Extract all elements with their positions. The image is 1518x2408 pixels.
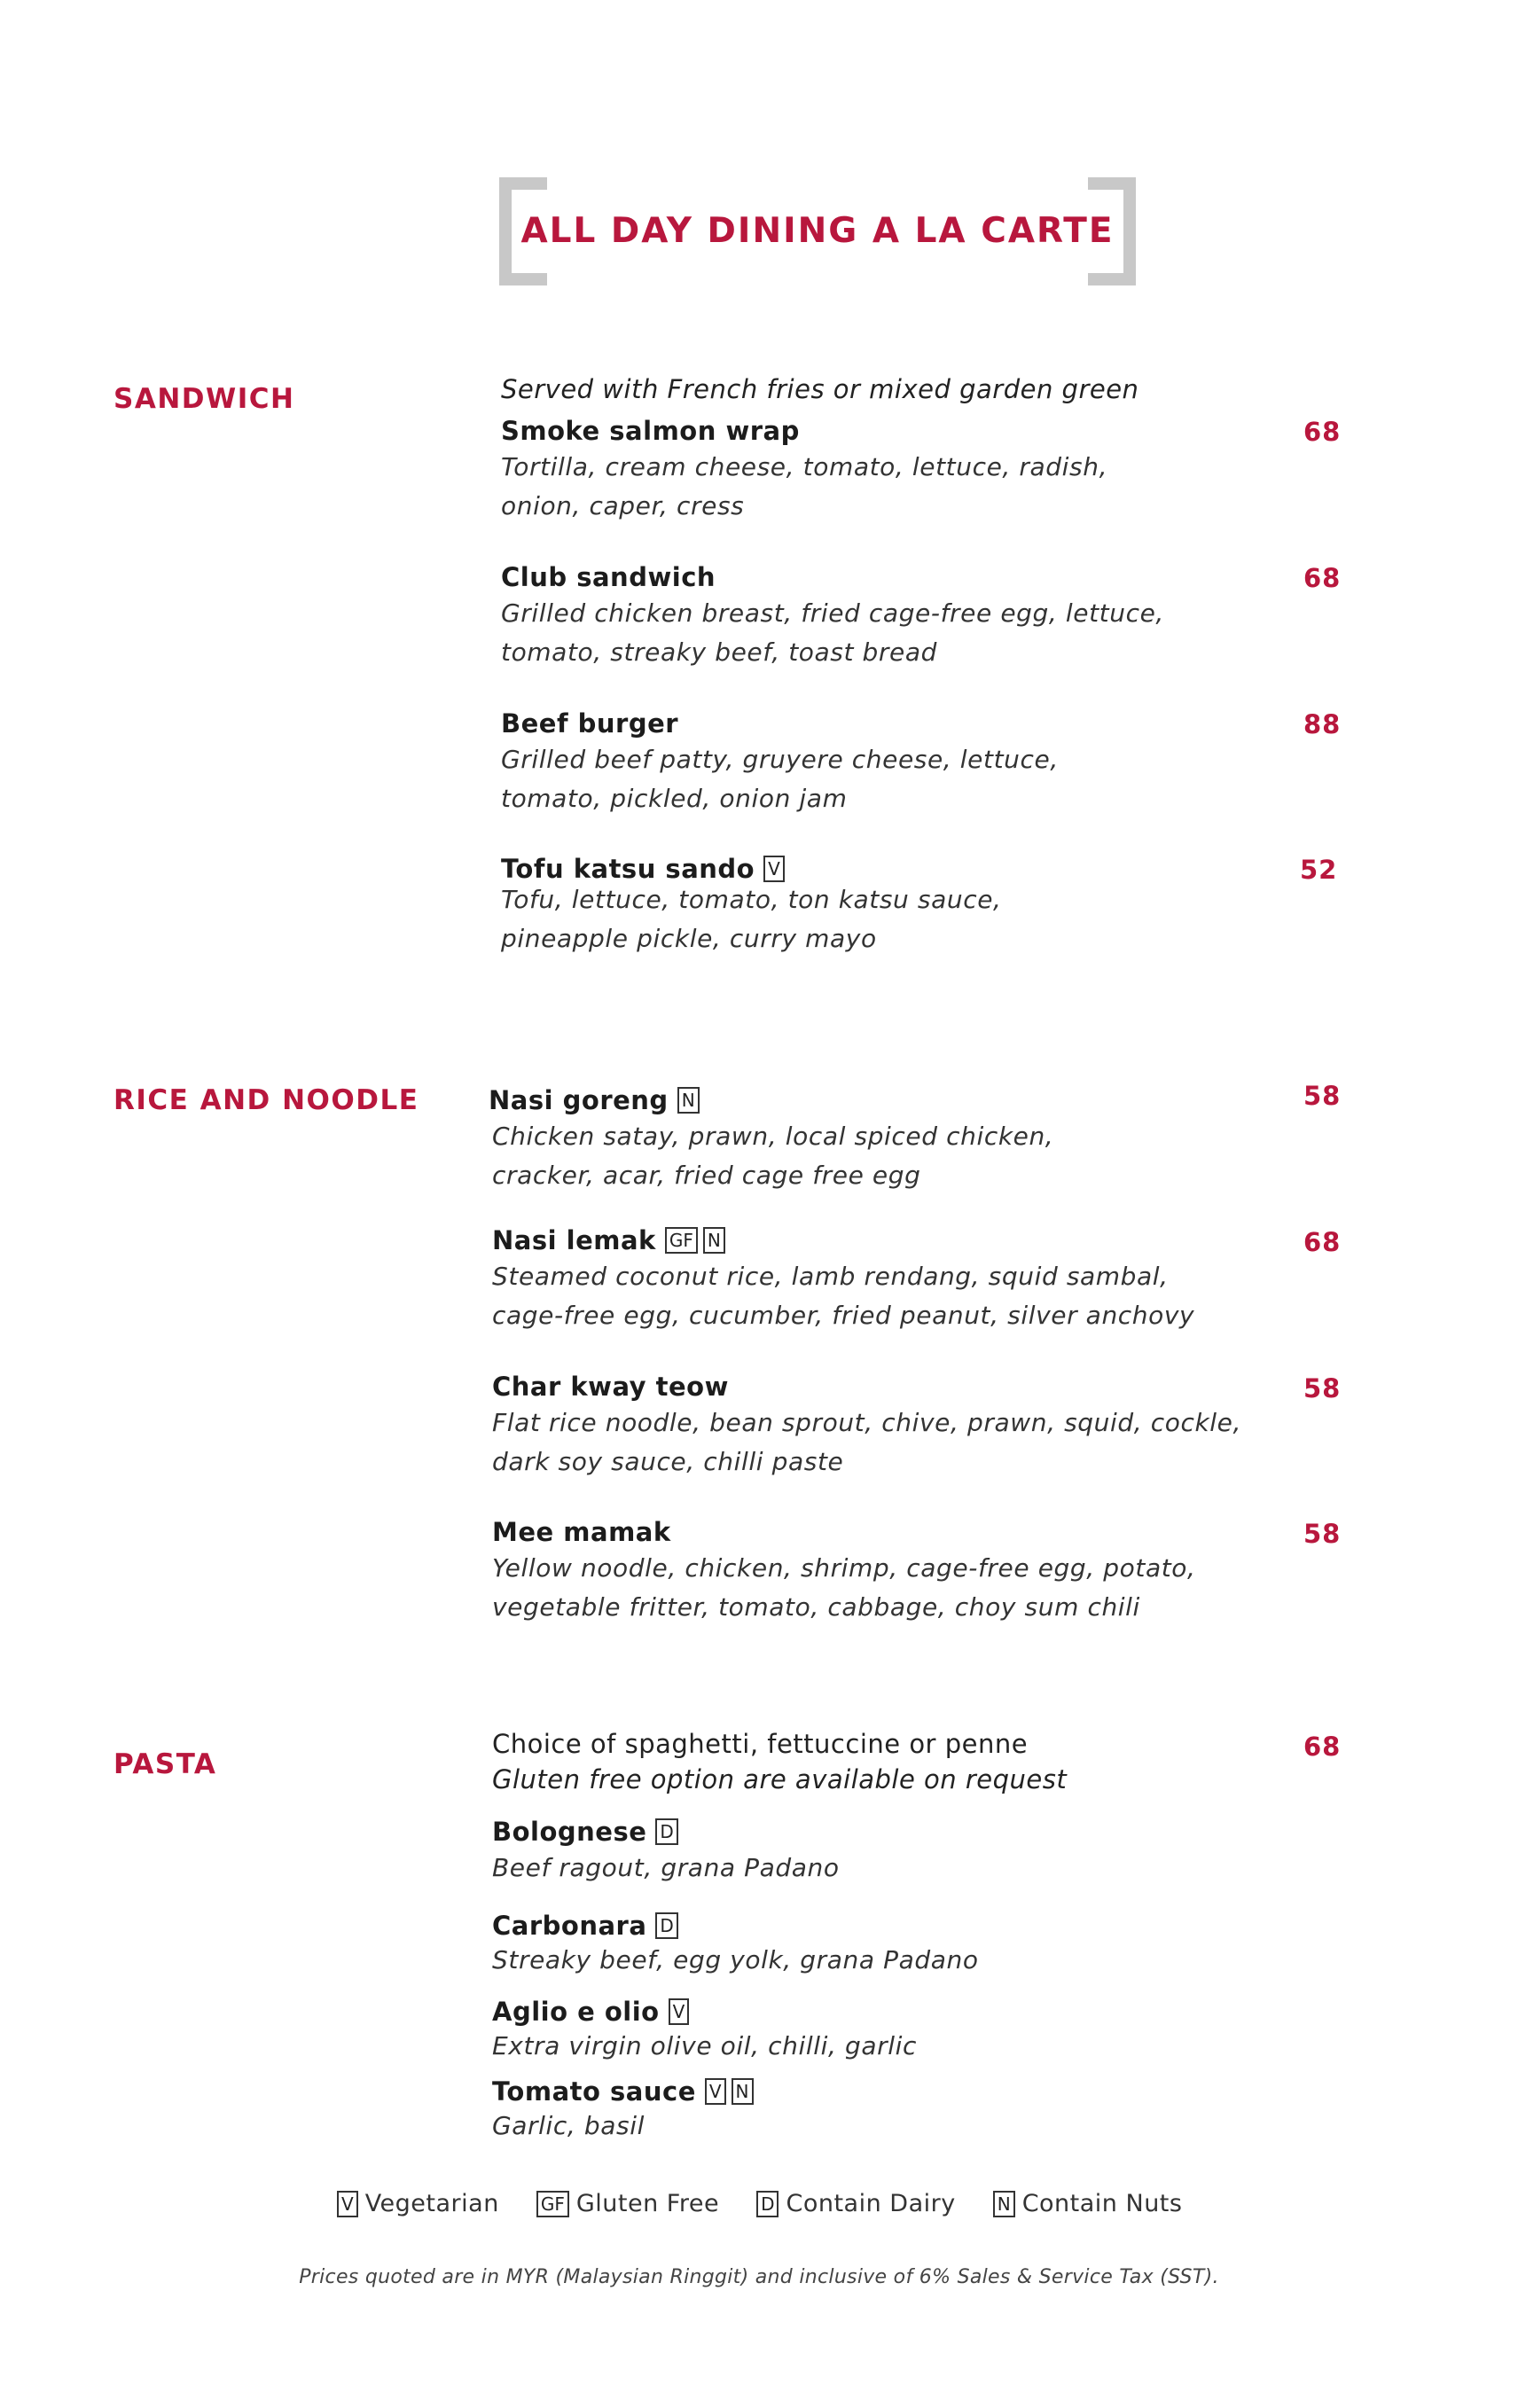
nuts-tag: N — [703, 1227, 725, 1254]
menu-item — [501, 414, 1210, 526]
item-desc: tomato, streaky beef, toast bread — [501, 637, 937, 667]
legend-vegetarian: V Vegetarian — [337, 2190, 499, 2217]
nuts-tag: N — [732, 2078, 754, 2105]
item-desc: onion, caper, cress — [501, 491, 745, 520]
item-desc: Garlic, basil — [492, 2111, 645, 2140]
item-name: Club sandwich — [501, 562, 716, 592]
item-name: Char kway teow — [492, 1372, 729, 1402]
dietary-legend — [337, 2190, 1182, 2217]
item-desc: Beef ragout, grana Padano — [492, 1853, 840, 1882]
menu-item — [501, 707, 1210, 818]
item-desc: Extra virgin olive oil, chilli, garlic — [492, 2031, 918, 2060]
legend-gluten-free: GF Gluten Free — [536, 2190, 719, 2217]
section-label-sandwich: SANDWICH — [113, 383, 295, 415]
sandwich-note: Served with French fries or mixed garden green — [501, 374, 1139, 404]
menu-item — [492, 1909, 1201, 1978]
menu-item — [492, 1224, 1201, 1335]
vegetarian-tag: V — [705, 2078, 726, 2105]
item-desc: vegetable fritter, tomato, cabbage, choy sum chili — [492, 1592, 1140, 1622]
item-desc: cracker, acar, fried cage free egg — [492, 1161, 921, 1190]
item-name: Aglio e olio V — [492, 1995, 1201, 2029]
item-name: Tofu katsu sando V — [501, 852, 1210, 886]
menu-item — [492, 2075, 1201, 2144]
item-name: Beef burger — [501, 708, 679, 739]
item-name: Mee mamak — [492, 1517, 671, 1547]
item-name: Carbonara D — [492, 1909, 1201, 1943]
pasta-note-gluten: Gluten free option are available on request — [492, 1764, 1068, 1794]
item-price: 58 — [1303, 1373, 1342, 1403]
gluten-free-tag: GF — [665, 1227, 698, 1254]
legend-contain-nuts: N Contain Nuts — [993, 2190, 1183, 2217]
item-desc: Streaky beef, egg yolk, grana Padano — [492, 1945, 979, 1974]
pasta-note-choice: Choice of spaghetti, fettuccine or penne — [492, 1729, 1029, 1759]
page-title: ALL DAY DINING A LA CARTE — [520, 211, 1115, 251]
item-desc: Yellow noodle, chicken, shrimp, cage-free egg, potato, — [492, 1553, 1196, 1583]
menu-item — [492, 1815, 1201, 1888]
menu-item — [492, 1995, 1201, 2064]
item-name: Tomato sauce V N — [492, 2075, 1201, 2108]
item-price: 68 — [1303, 1227, 1342, 1257]
item-desc: Tortilla, cream cheese, tomato, lettuce, radish, — [501, 452, 1108, 481]
item-name: Smoke salmon wrap — [501, 416, 800, 446]
pasta-price: 68 — [1303, 1732, 1342, 1762]
item-desc: Grilled chicken breast, fried cage-free egg, lettuce, — [501, 598, 1164, 628]
menu-item — [492, 1515, 1201, 1627]
item-desc: Chicken satay, prawn, local spiced chicken, — [492, 1122, 1054, 1151]
section-label-pasta: PASTA — [113, 1748, 217, 1780]
item-desc: Flat rice noodle, bean sprout, chive, prawn, squid, cockle, — [492, 1408, 1241, 1437]
legend-contain-dairy: D Contain Dairy — [756, 2190, 956, 2217]
item-price: 68 — [1303, 563, 1342, 593]
title-block — [499, 177, 1136, 285]
menu-item — [501, 560, 1210, 672]
item-desc: dark soy sauce, chilli paste — [492, 1447, 844, 1476]
item-desc: Grilled beef patty, gruyere cheese, lettuce, — [501, 745, 1059, 774]
item-price: 52 — [1300, 855, 1338, 885]
item-price: 58 — [1303, 1081, 1342, 1111]
item-price: 88 — [1303, 709, 1342, 739]
item-desc: pineapple pickle, curry mayo — [501, 924, 877, 953]
item-name: Nasi lemak GF N — [492, 1224, 1201, 1257]
dairy-tag: D — [655, 1818, 677, 1845]
menu-item — [501, 852, 1210, 958]
item-desc: Steamed coconut rice, lamb rendang, squid sambal, — [492, 1262, 1169, 1291]
vegetarian-tag: V — [669, 1998, 690, 2025]
item-price: 58 — [1303, 1519, 1342, 1549]
vegetarian-tag: V — [763, 856, 785, 882]
dairy-tag: D — [655, 1912, 677, 1939]
menu-item — [489, 1083, 1198, 1195]
menu-item — [492, 1370, 1241, 1482]
item-price: 68 — [1303, 417, 1342, 447]
price-footnote: Prices quoted are in MYR (Malaysian Ringgit) and inclusive of 6% Sales & Service Tax (SST). — [299, 2266, 1219, 2288]
item-desc: cage-free egg, cucumber, fried peanut, silver anchovy — [492, 1301, 1195, 1330]
item-desc: tomato, pickled, onion jam — [501, 784, 848, 813]
item-desc: Tofu, lettuce, tomato, ton katsu sauce, — [501, 885, 1002, 914]
item-name: Bolognese D — [492, 1815, 1201, 1849]
item-name: Nasi goreng N — [489, 1083, 1198, 1117]
section-label-rice-and-noodle: RICE AND NOODLE — [113, 1084, 419, 1116]
nuts-tag: N — [677, 1087, 700, 1114]
